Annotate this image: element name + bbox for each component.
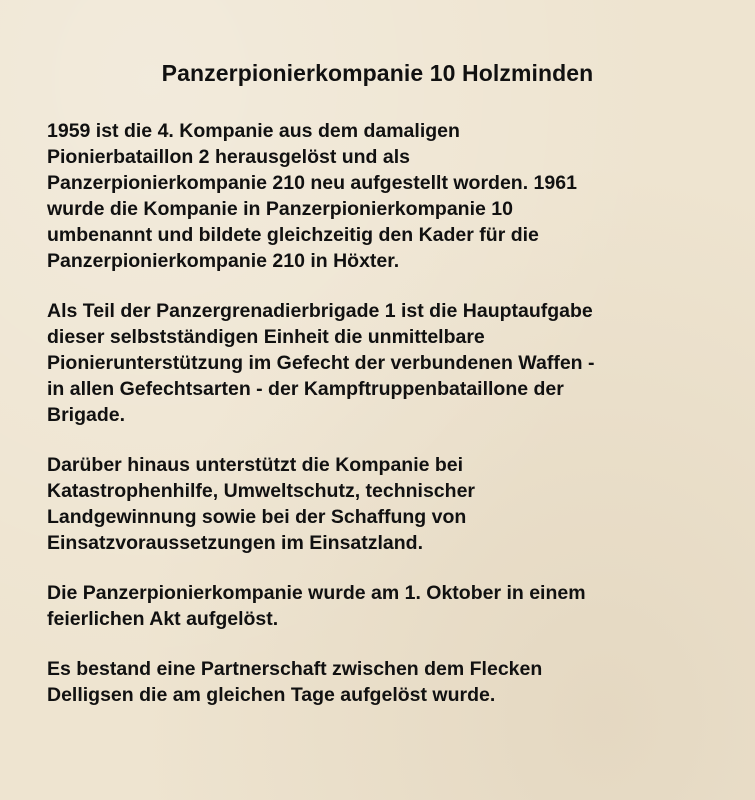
paragraph-history: 1959 ist die 4. Kompanie aus dem damaligen Pionierbataillon 2 herausgelöst und als Panzerpionierkompanie 210 neu aufgestellt worden. 1961 wurde die Kompanie in Panzerpionierkompanie 10 umbenannt und bildete gleichzeitig den Kader für die Panzerpionierkompanie 210 in Höxter.: [47, 120, 577, 272]
paragraph-mission: Als Teil der Panzergrenadierbrigade 1 ist die Hauptaufgabe dieser selbstständigen Einheit die unmittelbare Pionierunterstützung im Gefecht der verbundenen Waffen - in allen Gefechtsarten - der Kampftruppenbataillone der Brigade.: [47, 300, 595, 426]
document-body: [47, 118, 737, 732]
document-title: Panzerpionierkompanie 10 Holzminden: [161, 60, 594, 86]
paragraph-partnership: Es bestand eine Partnerschaft zwischen dem Flecken Delligsen die am gleichen Tage aufgelöst wurde.: [47, 658, 543, 706]
paragraph-support: Darüber hinaus unterstützt die Kompanie bei Katastrophenhilfe, Umweltschutz, technischer Landgewinnung sowie bei der Schaffung von Einsatzvoraussetzungen im Einsatzland.: [47, 454, 476, 554]
paragraph-dissolution: Die Panzerpionierkompanie wurde am 1. Oktober in einem feierlichen Akt aufgelöst.: [47, 582, 586, 630]
